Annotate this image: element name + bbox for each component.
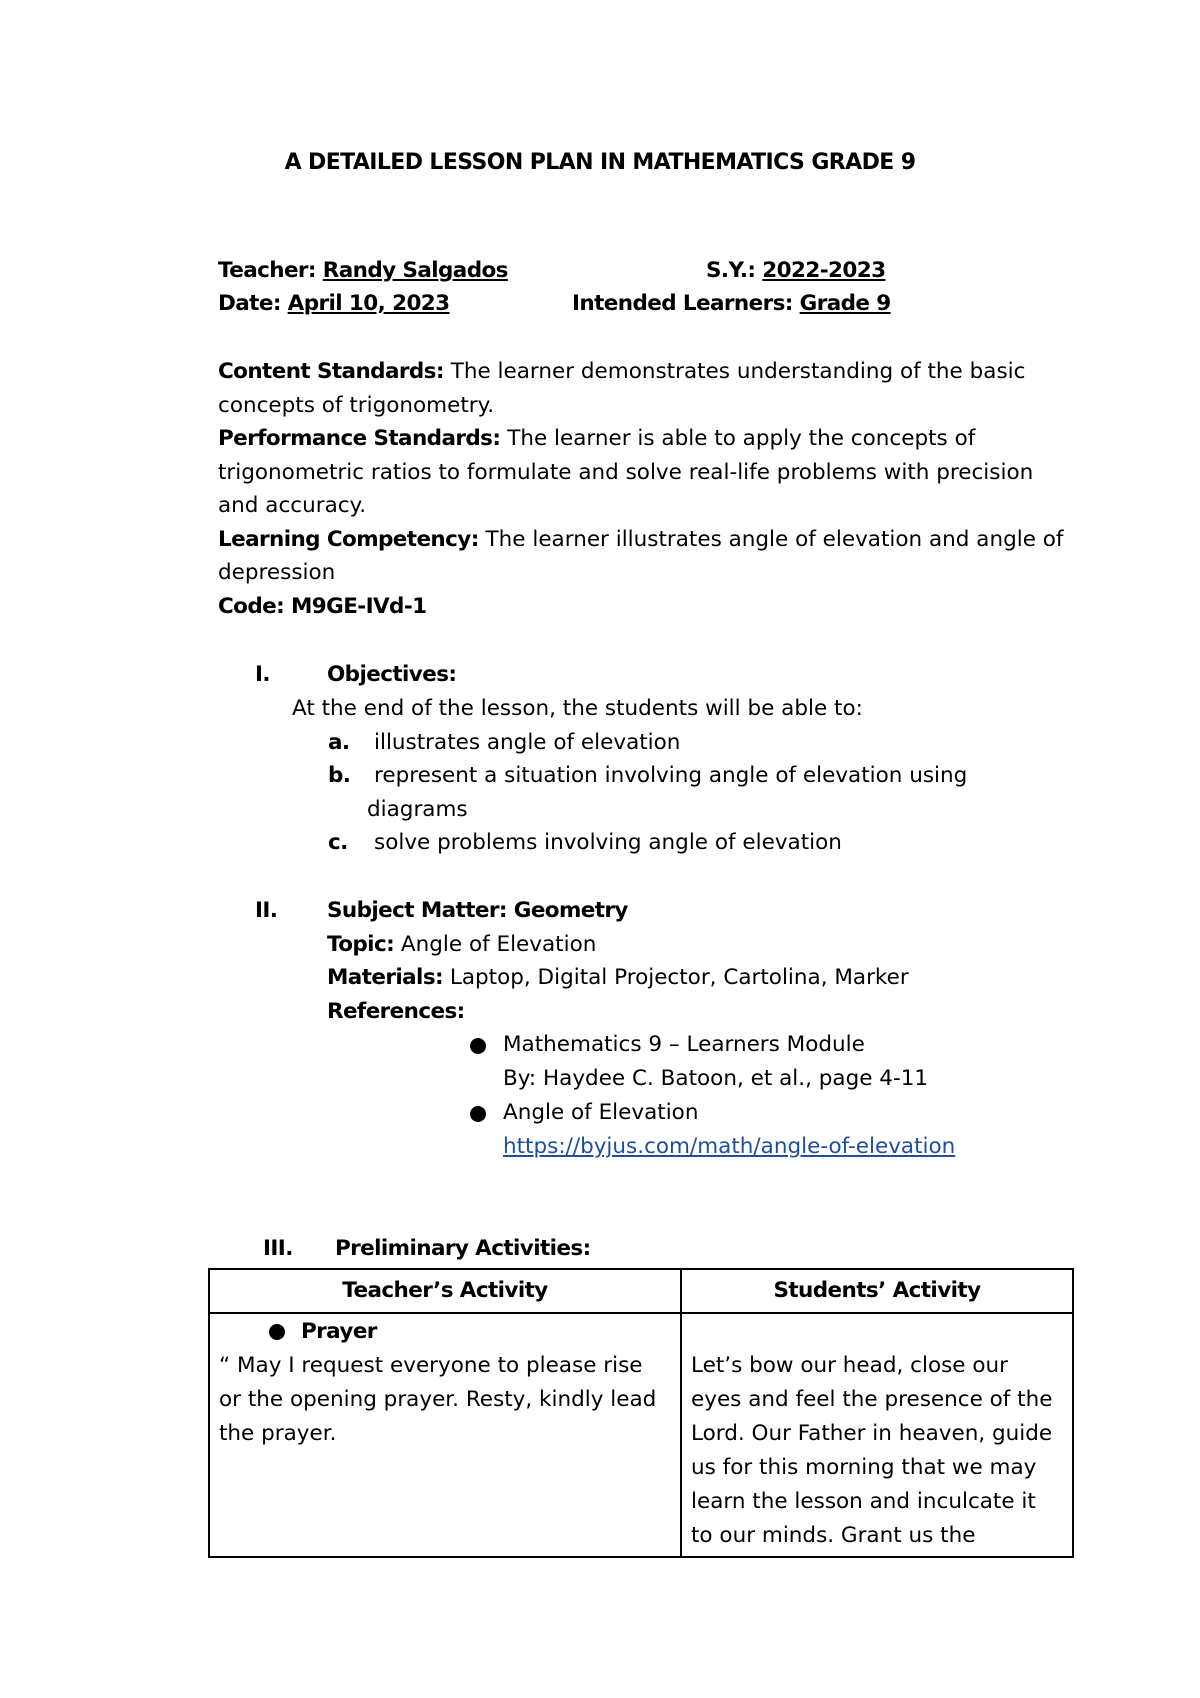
objective-letter-c: c. bbox=[328, 830, 348, 855]
students-activity-header: Students’ Activity bbox=[681, 1269, 1073, 1313]
learners-label: Intended Learners: bbox=[572, 291, 793, 316]
preliminary-heading: Preliminary Activities: bbox=[335, 1236, 591, 1261]
activities-table bbox=[208, 1268, 1074, 1558]
sy-value: 2022-2023 bbox=[762, 258, 886, 283]
reference-2-link[interactable]: https://byjus.com/math/angle-of-elevation bbox=[503, 1134, 956, 1159]
page-title: A DETAILED LESSON PLAN IN MATHEMATICS GRADE 9 bbox=[284, 150, 916, 175]
materials-line bbox=[327, 961, 909, 995]
section-numeral-1: I. bbox=[255, 662, 270, 687]
learners-line bbox=[572, 287, 891, 321]
content-standards-label: Content Standards: bbox=[218, 359, 444, 384]
objective-b: represent a situation involving angle of elevation using bbox=[374, 763, 968, 788]
table-header-row bbox=[209, 1269, 1073, 1313]
students-activity-cell bbox=[681, 1313, 1073, 1557]
materials-value: Laptop, Digital Projector, Cartolina, Marker bbox=[443, 965, 909, 990]
objectives-heading: Objectives: bbox=[327, 662, 457, 687]
topic-line bbox=[327, 928, 596, 962]
date-label: Date: bbox=[218, 291, 281, 316]
topic-label: Topic: bbox=[327, 932, 395, 957]
objective-letter-a: a. bbox=[328, 730, 350, 755]
learning-competency-label: Learning Competency: bbox=[218, 527, 479, 552]
teacher-line bbox=[218, 254, 508, 288]
prayer-title: Prayer bbox=[301, 1319, 377, 1344]
content-standards bbox=[218, 355, 1025, 389]
teacher-activity-header: Teacher’s Activity bbox=[209, 1269, 681, 1313]
reference-2: Angle of Elevation bbox=[503, 1100, 699, 1125]
references-label: References: bbox=[327, 999, 465, 1024]
objective-letter-b: b. bbox=[328, 763, 351, 788]
learning-competency-text: The learner illustrates angle of elevation and angle of bbox=[478, 527, 1064, 552]
subject-matter-heading: Subject Matter: Geometry bbox=[327, 898, 628, 923]
bullet-icon bbox=[269, 1324, 285, 1340]
reference-1-author: By: Haydee C. Batoon, et al., page 4-11 bbox=[503, 1066, 929, 1091]
teacher-activity-cell bbox=[209, 1313, 681, 1557]
teacher-label: Teacher: bbox=[218, 258, 316, 283]
performance-standards-cont-2: and accuracy. bbox=[218, 493, 367, 518]
bullet-icon bbox=[470, 1038, 486, 1054]
content-standards-text: The learner demonstrates understanding of the basic bbox=[443, 359, 1026, 384]
performance-standards-text: The learner is able to apply the concepts of bbox=[500, 426, 976, 451]
bullet-icon bbox=[470, 1106, 486, 1122]
section-numeral-3: III. bbox=[263, 1236, 293, 1261]
date-line bbox=[218, 287, 450, 321]
performance-standards bbox=[218, 422, 975, 456]
table-row bbox=[209, 1313, 1073, 1557]
learning-competency bbox=[218, 523, 1064, 557]
objective-c: solve problems involving angle of elevation bbox=[374, 830, 842, 855]
materials-label: Materials: bbox=[327, 965, 444, 990]
performance-standards-cont-1: trigonometric ratios to formulate and solve real-life problems with precision bbox=[218, 460, 1034, 485]
reference-1: Mathematics 9 – Learners Module bbox=[503, 1032, 865, 1057]
objective-b-cont: diagrams bbox=[367, 797, 468, 822]
learning-competency-cont: depression bbox=[218, 560, 336, 585]
content-standards-cont: concepts of trigonometry. bbox=[218, 393, 495, 418]
learners-value: Grade 9 bbox=[799, 291, 891, 316]
teacher-value: Randy Salgados bbox=[322, 258, 508, 283]
student-prayer-text: Let’s bow our head, close our eyes and feel the presence of the Lord. Our Father in heaven, guide us for this morning that we may learn the lesson and inculcate it to our minds. Grant us the bbox=[691, 1353, 1053, 1548]
topic-value: Angle of Elevation bbox=[394, 932, 597, 957]
sy-label: S.Y.: bbox=[706, 258, 756, 283]
competency-code: Code: M9GE-IVd-1 bbox=[218, 594, 427, 619]
teacher-prayer-text: “ May I request everyone to please rise or the opening prayer. Resty, kindly lead the prayer. bbox=[219, 1353, 657, 1446]
date-value: April 10, 2023 bbox=[287, 291, 450, 316]
objectives-intro: At the end of the lesson, the students will be able to: bbox=[292, 696, 863, 721]
performance-standards-label: Performance Standards: bbox=[218, 426, 501, 451]
section-numeral-2: II. bbox=[255, 898, 278, 923]
objective-a: illustrates angle of elevation bbox=[374, 730, 681, 755]
school-year-line bbox=[706, 254, 885, 288]
prayer-item bbox=[219, 1315, 671, 1349]
